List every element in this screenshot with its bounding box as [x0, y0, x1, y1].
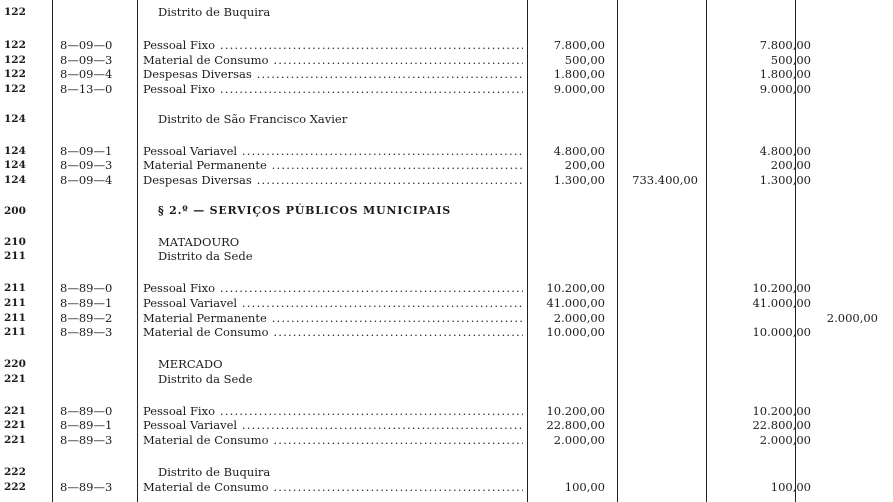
table-row	[0, 173, 893, 187]
account-number: 8—89—0	[60, 404, 113, 418]
row-code: 211	[4, 282, 26, 294]
table-row	[0, 158, 893, 172]
table-row	[0, 235, 893, 249]
item-description: Pessoal Fixo .....	[143, 404, 523, 418]
value-col-1: 2.000,00	[553, 311, 605, 325]
account-number: 8—89—1	[60, 296, 113, 310]
account-number: 8—89—3	[60, 325, 113, 339]
value-col-3: 9.000,00	[759, 82, 811, 96]
row-code: 124	[4, 159, 26, 171]
item-description: Pessoal Fixo .....	[143, 82, 523, 96]
account-number: 8—09—3	[60, 158, 113, 172]
item-description: Pessoal Variavel .....	[143, 418, 523, 432]
account-number: 8—89—0	[60, 281, 113, 295]
account-number: 8—09—0	[60, 38, 113, 52]
item-description: Material Permanente .....	[143, 158, 523, 172]
value-col-3: 7.800,00	[759, 38, 811, 52]
row-code: 211	[4, 326, 26, 338]
item-description: Pessoal Fixo .....	[143, 281, 523, 295]
value-col-3: 500,00	[770, 53, 811, 67]
item-description: Material de Consumo .....	[143, 480, 523, 494]
table-row	[0, 144, 893, 158]
row-code: 124	[4, 145, 26, 157]
table-row	[0, 418, 893, 432]
value-col-1: 22.800,00	[546, 418, 605, 432]
item-description: Material de Consumo .....	[143, 433, 523, 447]
value-col-1: 200,00	[564, 158, 605, 172]
account-number: 8—09—3	[60, 53, 113, 67]
account-number: 8—09—4	[60, 173, 113, 187]
value-col-1: 1.800,00	[553, 67, 605, 81]
value-col-1: 1.300,00	[553, 173, 605, 187]
row-code: 122	[4, 39, 26, 51]
row-code: 211	[4, 250, 26, 262]
row-code: 211	[4, 297, 26, 309]
account-number: 8—89—3	[60, 433, 113, 447]
value-col-1: 10.000,00	[546, 325, 605, 339]
value-col-1: 41.000,00	[546, 296, 605, 310]
item-description: Pessoal Variavel .....	[143, 296, 523, 310]
value-col-3: 1.800,00	[759, 67, 811, 81]
row-code: 222	[4, 466, 26, 478]
row-code: 211	[4, 312, 26, 324]
value-col-3: 10.200,00	[752, 281, 811, 295]
section-heading: Distrito de Buquira	[158, 5, 271, 19]
table-row	[0, 82, 893, 96]
account-number: 8—89—3	[60, 480, 113, 494]
value-col-4: 2.000,00	[826, 311, 878, 325]
table-row	[0, 5, 893, 19]
table-row	[0, 325, 893, 339]
value-col-1: 10.200,00	[546, 404, 605, 418]
table-row	[0, 249, 893, 263]
account-number: 8—89—1	[60, 418, 113, 432]
section-heading: Distrito da Sede	[158, 249, 253, 263]
item-description: Material de Consumo .....	[143, 53, 523, 67]
row-code: 221	[4, 405, 26, 417]
row-code: 122	[4, 68, 26, 80]
account-number: 8—09—4	[60, 67, 113, 81]
value-col-3: 200,00	[770, 158, 811, 172]
account-number: 8—09—1	[60, 144, 113, 158]
row-code: 122	[4, 54, 26, 66]
row-code: 124	[4, 174, 26, 186]
value-col-1: 500,00	[564, 53, 605, 67]
row-code: 200	[4, 205, 26, 217]
row-code: 221	[4, 434, 26, 446]
value-col-1: 7.800,00	[553, 38, 605, 52]
value-col-3: 41.000,00	[752, 296, 811, 310]
section-heading: Distrito de São Francisco Xavier	[158, 112, 348, 126]
value-col-1: 4.800,00	[553, 144, 605, 158]
row-code: 210	[4, 236, 26, 248]
table-row	[0, 67, 893, 81]
row-code: 221	[4, 373, 26, 385]
value-col-3: 10.200,00	[752, 404, 811, 418]
table-row	[0, 433, 893, 447]
table-row	[0, 281, 893, 295]
table-row	[0, 465, 893, 479]
item-description: Material de Consumo .....	[143, 325, 523, 339]
value-col-3: 1.300,00	[759, 173, 811, 187]
section-heading: MERCADO	[158, 357, 223, 371]
value-col-3: 2.000,00	[759, 433, 811, 447]
table-row	[0, 296, 893, 310]
item-description: Pessoal Variavel .....	[143, 144, 523, 158]
table-row	[0, 112, 893, 126]
value-col-3: 100,00	[770, 480, 811, 494]
value-col-3: 4.800,00	[759, 144, 811, 158]
value-col-1: 10.200,00	[546, 281, 605, 295]
row-code: 122	[4, 6, 26, 18]
section-title: § 2.º — SERVIÇOS PÚBLICOS MUNICIPAIS	[158, 204, 452, 217]
value-col-1: 2.000,00	[553, 433, 605, 447]
table-row	[0, 38, 893, 52]
row-code: 122	[4, 83, 26, 95]
value-col-1: 9.000,00	[553, 82, 605, 96]
value-col-1: 100,00	[564, 480, 605, 494]
value-col-3: 22.800,00	[752, 418, 811, 432]
table-row	[0, 404, 893, 418]
table-row	[0, 372, 893, 386]
row-code: 221	[4, 419, 26, 431]
table-row	[0, 53, 893, 67]
row-code: 222	[4, 481, 26, 493]
account-number: 8—13—0	[60, 82, 113, 96]
item-description: Despesas Diversas .....	[143, 173, 523, 187]
table-row	[0, 357, 893, 371]
section-heading: Distrito da Sede	[158, 372, 253, 386]
item-description: Pessoal Fixo .....	[143, 38, 523, 52]
section-heading: MATADOURO	[158, 235, 240, 249]
row-code: 124	[4, 113, 26, 125]
table-row	[0, 204, 893, 218]
value-col-3: 10.000,00	[752, 325, 811, 339]
section-heading: Distrito de Buquira	[158, 465, 271, 479]
item-description: Material Permanente .....	[143, 311, 523, 325]
row-code: 220	[4, 358, 26, 370]
account-number: 8—89—2	[60, 311, 113, 325]
item-description: Despesas Diversas .....	[143, 67, 523, 81]
table-row	[0, 480, 893, 494]
value-col-2: 733.400,00	[632, 173, 698, 187]
table-row	[0, 311, 893, 325]
